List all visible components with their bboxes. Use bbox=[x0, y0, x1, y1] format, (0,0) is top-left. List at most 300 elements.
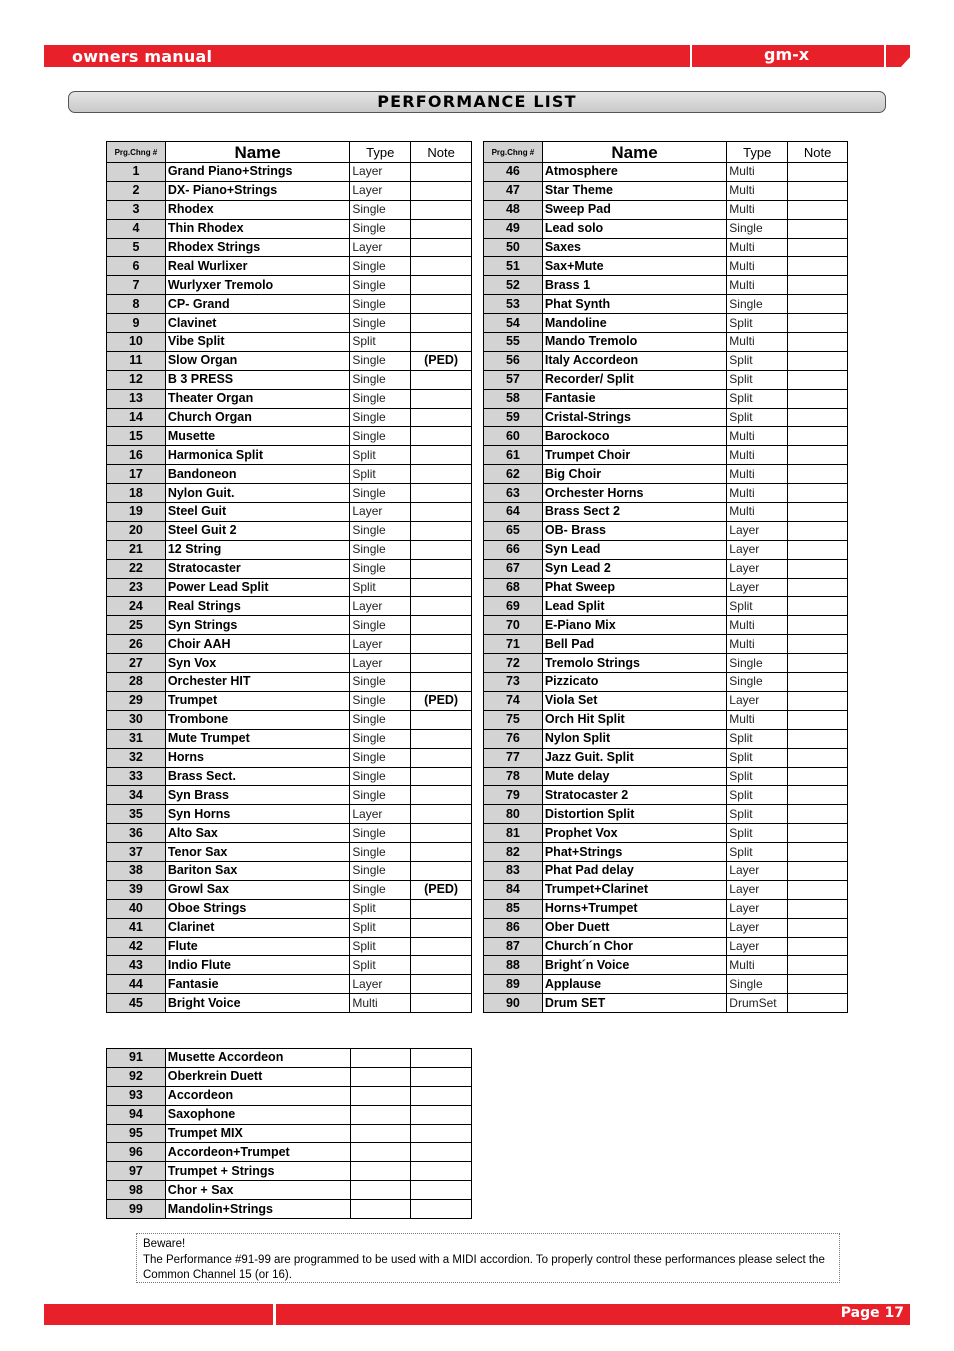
program-number: 86 bbox=[484, 918, 543, 937]
performance-name: Mando Tremolo bbox=[542, 333, 726, 352]
performance-name: Trumpet Choir bbox=[542, 446, 726, 465]
performance-note: (PED) bbox=[411, 880, 472, 899]
performance-name: Alto Sax bbox=[165, 824, 350, 843]
performance-type: Split bbox=[727, 748, 788, 767]
performance-name: Growl Sax bbox=[165, 880, 350, 899]
performance-type: Layer bbox=[727, 559, 788, 578]
performance-name: Syn Strings bbox=[165, 616, 350, 635]
table-row bbox=[107, 446, 472, 465]
program-number: 80 bbox=[484, 805, 543, 824]
column-header-name: Name bbox=[165, 142, 350, 163]
table-row bbox=[107, 351, 472, 370]
performance-note bbox=[788, 710, 848, 729]
table-row bbox=[107, 484, 472, 503]
table-row bbox=[107, 824, 472, 843]
program-number: 72 bbox=[484, 654, 543, 673]
performance-type: Multi bbox=[727, 465, 788, 484]
performance-note bbox=[411, 276, 472, 295]
performance-name: Syn Lead bbox=[542, 540, 726, 559]
performance-name: Power Lead Split bbox=[165, 578, 350, 597]
column-header-note: Note bbox=[411, 142, 472, 163]
performance-name: Brass Sect 2 bbox=[542, 503, 726, 522]
performance-name: Phat Synth bbox=[542, 295, 726, 314]
performance-type: DrumSet bbox=[727, 994, 788, 1013]
performance-name: Phat Sweep bbox=[542, 578, 726, 597]
table-row bbox=[484, 465, 848, 484]
program-number: 8 bbox=[107, 295, 166, 314]
program-number: 92 bbox=[107, 1067, 166, 1086]
performance-note bbox=[411, 1105, 472, 1124]
table-row bbox=[107, 1200, 472, 1219]
performance-note bbox=[411, 937, 472, 956]
program-number: 77 bbox=[484, 748, 543, 767]
program-number: 89 bbox=[484, 975, 543, 994]
table-row bbox=[107, 521, 472, 540]
performance-type: Split bbox=[350, 956, 411, 975]
performance-type: Single bbox=[350, 351, 411, 370]
page-title-bar bbox=[68, 91, 886, 113]
performance-type: Split bbox=[727, 824, 788, 843]
performance-type: Single bbox=[350, 370, 411, 389]
performance-type: Multi bbox=[727, 503, 788, 522]
program-number: 41 bbox=[107, 918, 166, 937]
performance-note bbox=[788, 238, 848, 257]
table-row bbox=[484, 710, 848, 729]
performance-type: Single bbox=[350, 786, 411, 805]
program-number: 11 bbox=[107, 351, 166, 370]
table-row bbox=[107, 880, 472, 899]
program-number: 37 bbox=[107, 843, 166, 862]
manual-title: owners manual bbox=[72, 47, 213, 66]
table-row bbox=[107, 918, 472, 937]
performance-name: Choir AAH bbox=[165, 635, 350, 654]
performance-note bbox=[788, 635, 848, 654]
table-row bbox=[484, 181, 848, 200]
performance-name: Grand Piano+Strings bbox=[165, 163, 350, 182]
performance-type: Multi bbox=[727, 238, 788, 257]
performance-type: Layer bbox=[350, 654, 411, 673]
program-number: 57 bbox=[484, 370, 543, 389]
table-row bbox=[484, 597, 848, 616]
performance-note bbox=[788, 370, 848, 389]
performance-type: Multi bbox=[727, 635, 788, 654]
performance-type: Layer bbox=[350, 238, 411, 257]
performance-name: Slow Organ bbox=[165, 351, 350, 370]
table-row bbox=[484, 956, 848, 975]
performance-type: Multi bbox=[727, 616, 788, 635]
table-row bbox=[107, 729, 472, 748]
performance-type: Split bbox=[727, 729, 788, 748]
program-number: 51 bbox=[484, 257, 543, 276]
performance-type: Single bbox=[350, 691, 411, 710]
performance-type: Single bbox=[350, 616, 411, 635]
program-number: 73 bbox=[484, 673, 543, 692]
program-number: 43 bbox=[107, 956, 166, 975]
performance-note bbox=[411, 219, 472, 238]
performance-name: Trombone bbox=[165, 710, 350, 729]
performance-note bbox=[788, 351, 848, 370]
performance-note bbox=[788, 673, 848, 692]
table-row bbox=[484, 408, 848, 427]
column-header-prg: Prg.Chng # bbox=[484, 142, 543, 163]
performance-name: Clarinet bbox=[165, 918, 350, 937]
table-row bbox=[107, 370, 472, 389]
performance-note bbox=[788, 181, 848, 200]
note-heading: Beware! bbox=[143, 1238, 186, 1250]
table-row bbox=[107, 616, 472, 635]
performance-name: Fantasie bbox=[542, 389, 726, 408]
program-number: 62 bbox=[484, 465, 543, 484]
performance-name: Brass 1 bbox=[542, 276, 726, 295]
table-row bbox=[484, 540, 848, 559]
performance-note bbox=[411, 861, 472, 880]
program-number: 78 bbox=[484, 767, 543, 786]
table-row bbox=[107, 163, 472, 182]
performance-name: Saxophone bbox=[165, 1105, 350, 1124]
performance-note bbox=[411, 1049, 472, 1068]
program-number: 33 bbox=[107, 767, 166, 786]
header-corner-tab bbox=[886, 45, 910, 67]
performance-type: Single bbox=[350, 673, 411, 692]
performance-note bbox=[788, 276, 848, 295]
program-number: 34 bbox=[107, 786, 166, 805]
table-row bbox=[107, 389, 472, 408]
program-number: 71 bbox=[484, 635, 543, 654]
program-number: 46 bbox=[484, 163, 543, 182]
table-row bbox=[484, 238, 848, 257]
performance-note bbox=[411, 446, 472, 465]
program-number: 63 bbox=[484, 484, 543, 503]
performance-note bbox=[788, 521, 848, 540]
performance-name: B 3 PRESS bbox=[165, 370, 350, 389]
performance-name: Steel Guit bbox=[165, 503, 350, 522]
performance-type: Layer bbox=[727, 899, 788, 918]
performance-type: Split bbox=[350, 918, 411, 937]
performance-note bbox=[788, 257, 848, 276]
table-row bbox=[107, 559, 472, 578]
performance-note bbox=[788, 975, 848, 994]
program-number: 68 bbox=[484, 578, 543, 597]
performance-name: E-Piano Mix bbox=[542, 616, 726, 635]
performance-name: Accordeon bbox=[165, 1086, 350, 1105]
table-row bbox=[107, 710, 472, 729]
performance-type: Multi bbox=[727, 427, 788, 446]
program-number: 30 bbox=[107, 710, 166, 729]
table-row bbox=[107, 540, 472, 559]
program-number: 5 bbox=[107, 238, 166, 257]
table-row bbox=[484, 861, 848, 880]
program-number: 94 bbox=[107, 1105, 166, 1124]
table-row bbox=[107, 503, 472, 522]
performance-name: Mute delay bbox=[542, 767, 726, 786]
program-number: 7 bbox=[107, 276, 166, 295]
program-number: 15 bbox=[107, 427, 166, 446]
table-row bbox=[484, 257, 848, 276]
performance-type: Split bbox=[350, 465, 411, 484]
performance-type: Single bbox=[350, 219, 411, 238]
program-number: 14 bbox=[107, 408, 166, 427]
column-header-note: Note bbox=[788, 142, 848, 163]
performance-name: CP- Grand bbox=[165, 295, 350, 314]
table-header-row bbox=[107, 142, 472, 163]
performance-note bbox=[788, 559, 848, 578]
performance-name: Oberkrein Duett bbox=[165, 1067, 350, 1086]
page-number: Page 17 bbox=[840, 1305, 904, 1321]
performance-name: Orchester Horns bbox=[542, 484, 726, 503]
performance-name: Church´n Chor bbox=[542, 937, 726, 956]
performance-name: DX- Piano+Strings bbox=[165, 181, 350, 200]
program-number: 95 bbox=[107, 1124, 166, 1143]
performance-type: Multi bbox=[727, 333, 788, 352]
performance-type: Single bbox=[727, 654, 788, 673]
performance-name: Pizzicato bbox=[542, 673, 726, 692]
performance-note bbox=[411, 767, 472, 786]
performance-name: Phat Pad delay bbox=[542, 861, 726, 880]
table-row bbox=[484, 219, 848, 238]
performance-note bbox=[788, 748, 848, 767]
performance-type: Single bbox=[350, 880, 411, 899]
performance-note bbox=[411, 994, 472, 1013]
performance-note bbox=[411, 1067, 472, 1086]
performance-type: Multi bbox=[727, 276, 788, 295]
program-number: 39 bbox=[107, 880, 166, 899]
program-number: 35 bbox=[107, 805, 166, 824]
program-number: 44 bbox=[107, 975, 166, 994]
program-number: 13 bbox=[107, 389, 166, 408]
performance-type: Layer bbox=[727, 691, 788, 710]
header-left-bar bbox=[44, 45, 690, 67]
performance-note bbox=[411, 843, 472, 862]
performance-type: Single bbox=[350, 767, 411, 786]
table-row bbox=[107, 408, 472, 427]
performance-name: Vibe Split bbox=[165, 333, 350, 352]
program-number: 47 bbox=[484, 181, 543, 200]
table-row bbox=[107, 786, 472, 805]
performance-note bbox=[411, 370, 472, 389]
performance-note bbox=[411, 238, 472, 257]
beware-note bbox=[136, 1233, 840, 1283]
table-row bbox=[484, 370, 848, 389]
performance-note bbox=[411, 805, 472, 824]
program-number: 31 bbox=[107, 729, 166, 748]
performance-name: Orchester HIT bbox=[165, 673, 350, 692]
performance-type bbox=[350, 1124, 411, 1143]
performance-note bbox=[788, 956, 848, 975]
performance-name: 12 String bbox=[165, 540, 350, 559]
performance-type: Split bbox=[727, 408, 788, 427]
performance-name: Big Choir bbox=[542, 465, 726, 484]
performance-table-accordion bbox=[106, 1048, 472, 1219]
table-row bbox=[107, 1105, 472, 1124]
performance-type: Single bbox=[350, 314, 411, 333]
table-row bbox=[484, 843, 848, 862]
program-number: 29 bbox=[107, 691, 166, 710]
program-number: 38 bbox=[107, 861, 166, 880]
performance-type: Layer bbox=[350, 975, 411, 994]
performance-type: Multi bbox=[727, 181, 788, 200]
program-number: 42 bbox=[107, 937, 166, 956]
performance-type: Layer bbox=[727, 540, 788, 559]
program-number: 50 bbox=[484, 238, 543, 257]
performance-note bbox=[411, 484, 472, 503]
program-number: 93 bbox=[107, 1086, 166, 1105]
program-number: 24 bbox=[107, 597, 166, 616]
performance-type: Single bbox=[350, 540, 411, 559]
table-row bbox=[107, 899, 472, 918]
performance-type: Single bbox=[350, 295, 411, 314]
performance-type: Single bbox=[350, 748, 411, 767]
program-number: 12 bbox=[107, 370, 166, 389]
performance-name: Thin Rhodex bbox=[165, 219, 350, 238]
table-row bbox=[484, 673, 848, 692]
performance-type: Single bbox=[350, 257, 411, 276]
performance-name: Horns bbox=[165, 748, 350, 767]
performance-type: Single bbox=[727, 219, 788, 238]
performance-note bbox=[411, 314, 472, 333]
performance-note bbox=[411, 295, 472, 314]
performance-note bbox=[411, 1181, 472, 1200]
program-number: 48 bbox=[484, 200, 543, 219]
program-number: 91 bbox=[107, 1049, 166, 1068]
performance-table-right bbox=[483, 141, 848, 1013]
performance-name: Bright´n Voice bbox=[542, 956, 726, 975]
table-row bbox=[484, 880, 848, 899]
performance-type: Split bbox=[727, 767, 788, 786]
program-number: 66 bbox=[484, 540, 543, 559]
performance-name: Tenor Sax bbox=[165, 843, 350, 862]
performance-name: Fantasie bbox=[165, 975, 350, 994]
table-row bbox=[484, 521, 848, 540]
performance-type bbox=[350, 1200, 411, 1219]
performance-note bbox=[788, 786, 848, 805]
performance-note bbox=[788, 824, 848, 843]
model-title: gm-x bbox=[764, 45, 810, 64]
performance-type: Single bbox=[350, 843, 411, 862]
performance-note bbox=[411, 729, 472, 748]
performance-note bbox=[788, 333, 848, 352]
table-row bbox=[107, 843, 472, 862]
performance-type: Single bbox=[350, 710, 411, 729]
performance-type: Single bbox=[350, 389, 411, 408]
performance-name: Atmosphere bbox=[542, 163, 726, 182]
table-row bbox=[107, 994, 472, 1013]
performance-note bbox=[411, 1162, 472, 1181]
program-number: 10 bbox=[107, 333, 166, 352]
table-row bbox=[484, 446, 848, 465]
performance-name: Syn Horns bbox=[165, 805, 350, 824]
program-number: 27 bbox=[107, 654, 166, 673]
performance-note bbox=[788, 729, 848, 748]
performance-note bbox=[411, 1143, 472, 1162]
performance-note bbox=[411, 748, 472, 767]
page-title: PERFORMANCE LIST bbox=[377, 92, 577, 111]
performance-note bbox=[411, 465, 472, 484]
table-row bbox=[107, 1143, 472, 1162]
table-row bbox=[107, 1086, 472, 1105]
program-number: 40 bbox=[107, 899, 166, 918]
table-row bbox=[107, 767, 472, 786]
performance-name: Tremolo Strings bbox=[542, 654, 726, 673]
performance-name: Stratocaster bbox=[165, 559, 350, 578]
table-row bbox=[484, 729, 848, 748]
program-number: 59 bbox=[484, 408, 543, 427]
table-row bbox=[107, 597, 472, 616]
performance-note bbox=[788, 767, 848, 786]
performance-note bbox=[411, 975, 472, 994]
program-number: 2 bbox=[107, 181, 166, 200]
performance-note bbox=[788, 691, 848, 710]
table-row bbox=[484, 351, 848, 370]
performance-name: Musette Accordeon bbox=[165, 1049, 350, 1068]
performance-type bbox=[350, 1143, 411, 1162]
program-number: 36 bbox=[107, 824, 166, 843]
table-row bbox=[107, 295, 472, 314]
performance-note bbox=[788, 861, 848, 880]
table-row bbox=[107, 238, 472, 257]
performance-name: Saxes bbox=[542, 238, 726, 257]
performance-type bbox=[350, 1105, 411, 1124]
program-number: 26 bbox=[107, 635, 166, 654]
table-row bbox=[484, 503, 848, 522]
performance-name: Trumpet bbox=[165, 691, 350, 710]
performance-name: Syn Lead 2 bbox=[542, 559, 726, 578]
performance-name: Clavinet bbox=[165, 314, 350, 333]
performance-name: Star Theme bbox=[542, 181, 726, 200]
performance-note bbox=[788, 843, 848, 862]
performance-note bbox=[788, 295, 848, 314]
performance-name: Trumpet MIX bbox=[165, 1124, 350, 1143]
performance-name: Lead solo bbox=[542, 219, 726, 238]
table-row bbox=[107, 427, 472, 446]
table-row bbox=[107, 748, 472, 767]
table-row bbox=[107, 1124, 472, 1143]
performance-note bbox=[788, 597, 848, 616]
table-row bbox=[484, 616, 848, 635]
program-number: 88 bbox=[484, 956, 543, 975]
performance-name: Nylon Split bbox=[542, 729, 726, 748]
performance-name: Drum SET bbox=[542, 994, 726, 1013]
performance-name: Flute bbox=[165, 937, 350, 956]
performance-note bbox=[411, 918, 472, 937]
program-number: 55 bbox=[484, 333, 543, 352]
performance-name: Jazz Guit. Split bbox=[542, 748, 726, 767]
performance-name: Stratocaster 2 bbox=[542, 786, 726, 805]
performance-note bbox=[411, 654, 472, 673]
performance-note bbox=[788, 899, 848, 918]
program-number: 83 bbox=[484, 861, 543, 880]
program-number: 9 bbox=[107, 314, 166, 333]
program-number: 90 bbox=[484, 994, 543, 1013]
performance-type bbox=[350, 1162, 411, 1181]
performance-note bbox=[788, 408, 848, 427]
program-number: 19 bbox=[107, 503, 166, 522]
program-number: 84 bbox=[484, 880, 543, 899]
performance-note bbox=[788, 314, 848, 333]
program-number: 65 bbox=[484, 521, 543, 540]
program-number: 74 bbox=[484, 691, 543, 710]
program-number: 76 bbox=[484, 729, 543, 748]
performance-type: Split bbox=[727, 389, 788, 408]
table-row bbox=[107, 635, 472, 654]
performance-type: Split bbox=[350, 333, 411, 352]
performance-note bbox=[788, 805, 848, 824]
performance-note bbox=[788, 880, 848, 899]
performance-name: Viola Set bbox=[542, 691, 726, 710]
table-row bbox=[107, 956, 472, 975]
performance-name: Cristal-Strings bbox=[542, 408, 726, 427]
performance-note bbox=[411, 257, 472, 276]
program-number: 54 bbox=[484, 314, 543, 333]
